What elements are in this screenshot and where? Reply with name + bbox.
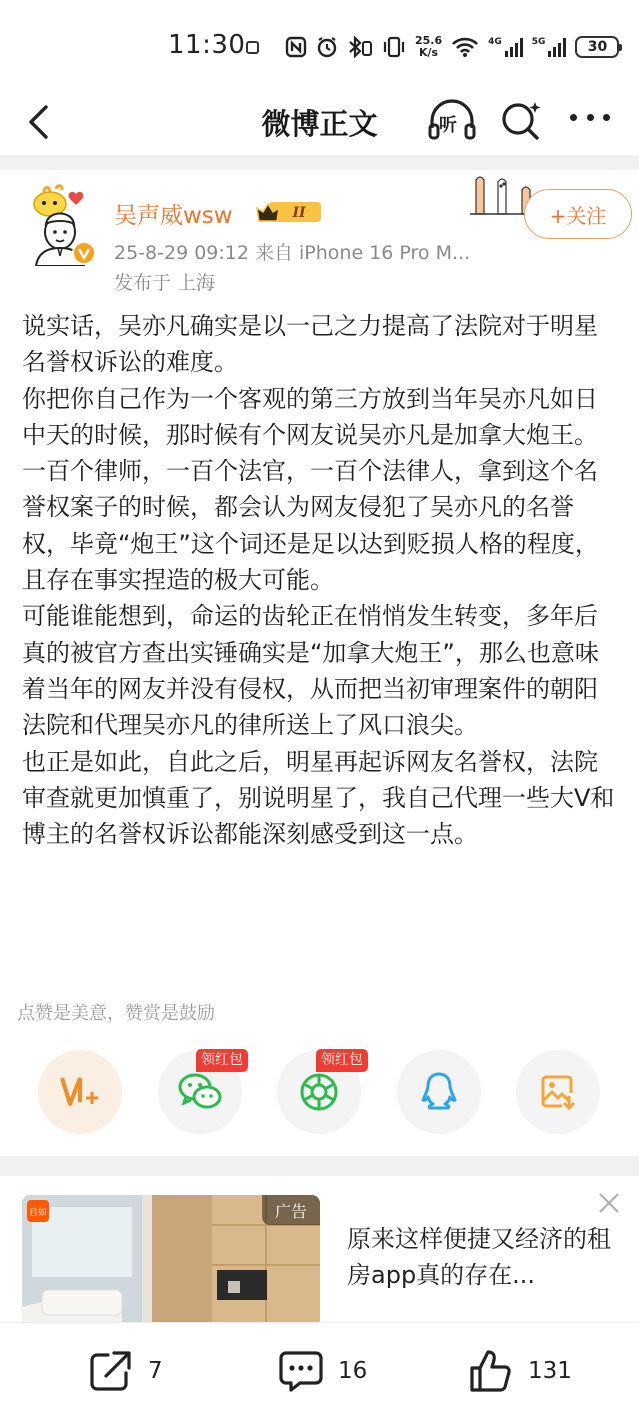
alarm-icon <box>316 36 338 58</box>
bottom-action-bar <box>0 1322 639 1421</box>
listen-button[interactable] <box>427 98 477 142</box>
v-plus-icon <box>58 1072 102 1112</box>
signal-icon <box>488 37 523 57</box>
net-speed-unit: K/s <box>419 46 439 59</box>
signal-1-label: 4G <box>488 37 502 47</box>
search-icon <box>498 98 544 142</box>
post-meta: 25-8-29 09:12 来自 iPhone 16 Pro M... <box>114 242 471 264</box>
battery-level: 30 <box>587 39 608 55</box>
close-icon <box>596 1190 622 1216</box>
more-dot-icon <box>587 114 594 121</box>
more-dot-icon <box>603 114 610 121</box>
ad-text[interactable]: 原来这样便捷又经济的租房app真的存在... <box>347 1225 611 1289</box>
qq-icon <box>420 1071 458 1113</box>
wechat-icon <box>177 1072 223 1112</box>
avatar[interactable] <box>20 182 96 266</box>
vip-badge-icon[interactable] <box>255 199 323 225</box>
save-image-button[interactable] <box>516 1050 600 1134</box>
comment-icon <box>278 1349 324 1393</box>
status-time: 11:30 <box>168 30 246 60</box>
post-paragraph: 一百个律师，一百个法官，一百个法律人，拿到这个名誉权案子的时候，都会认为网友侵犯了吴亦凡的名誉权，毕竟“炮王”这个词还是足以达到贬损人格的程度，且存在事实捏造的极大可能。 <box>22 457 599 595</box>
notification-icon <box>246 41 259 54</box>
nfc-icon <box>285 36 307 58</box>
share-qq-button[interactable] <box>397 1050 481 1134</box>
bluetooth-icon <box>347 36 373 58</box>
ad-image[interactable] <box>22 1195 320 1327</box>
ad-brand-logo: 自如 <box>27 1200 49 1222</box>
battery-icon <box>575 36 619 58</box>
repost-count: 7 <box>148 1358 163 1384</box>
like-count: 131 <box>528 1358 572 1384</box>
status-bar <box>0 0 639 92</box>
reward-button[interactable] <box>38 1050 122 1134</box>
post-paragraph: 你把你自己作为一个客观的第三方放到当年吴亦凡如日中天的时候，那时候有个网友说吴亦凡是加拿大炮王。 <box>22 384 598 449</box>
save-image-icon <box>538 1072 578 1112</box>
repost-icon <box>88 1349 134 1393</box>
comment-count: 16 <box>338 1358 368 1384</box>
red-packet-badge[interactable]: 领红包 <box>316 1049 368 1072</box>
author-name[interactable]: 吴声威wsw <box>114 203 233 229</box>
more-button[interactable] <box>570 114 610 126</box>
vip-level: II <box>292 205 306 221</box>
thumbs-up-icon <box>468 1348 514 1394</box>
comment-button[interactable] <box>278 1347 367 1395</box>
nav-bar <box>0 92 639 154</box>
listen-label: 听 <box>439 115 457 136</box>
moments-icon <box>298 1071 340 1113</box>
section-divider <box>0 1156 639 1176</box>
vibrate-icon <box>382 36 406 58</box>
net-speed <box>415 35 442 59</box>
section-divider <box>0 155 639 170</box>
ad-close-button[interactable] <box>596 1190 622 1216</box>
more-dot-icon <box>570 114 577 121</box>
net-speed-value: 25.6 <box>415 34 443 47</box>
post-body <box>22 308 618 852</box>
like-button[interactable] <box>468 1347 572 1395</box>
search-button[interactable] <box>498 98 544 142</box>
post-paragraph: 也正是如此，自此之后，明星再起诉网友名誉权，法院审查就更加慎重了，别说明星了，我自己代理一些大V和博主的名誉权诉讼都能深刻感受到这一点。 <box>22 747 615 849</box>
post-paragraph: 说实话，吴亦凡确实是以一己之力提高了法院对于明星名誉权诉讼的难度。 <box>22 312 598 377</box>
page-title: 微博正文 <box>261 107 378 141</box>
follow-button[interactable]: +关注 <box>524 189 632 239</box>
status-icons <box>285 30 619 64</box>
signal-2-label: 5G <box>531 37 546 47</box>
post-paragraph: 可能谁能想到，命运的齿轮正在悄悄发生转变，多年后真的被官方查出实锤确实是“加拿大炮王”，那么也意味着当年的网友并没有侵权，从而把当初审理案件的朝阳法院和代理吴亦凡的律所送上了风口浪尖。 <box>22 602 599 740</box>
red-packet-badge[interactable]: 领红包 <box>196 1049 248 1072</box>
avatar-image-icon <box>20 182 96 266</box>
signal-2-icon <box>532 37 567 57</box>
wifi-icon <box>451 36 479 58</box>
repost-button[interactable] <box>88 1347 163 1395</box>
ad-tag: 广告 <box>262 1195 320 1225</box>
post-location: 发布于 上海 <box>114 272 216 294</box>
reward-tip: 点赞是美意，赞赏是鼓励 <box>17 1003 215 1024</box>
